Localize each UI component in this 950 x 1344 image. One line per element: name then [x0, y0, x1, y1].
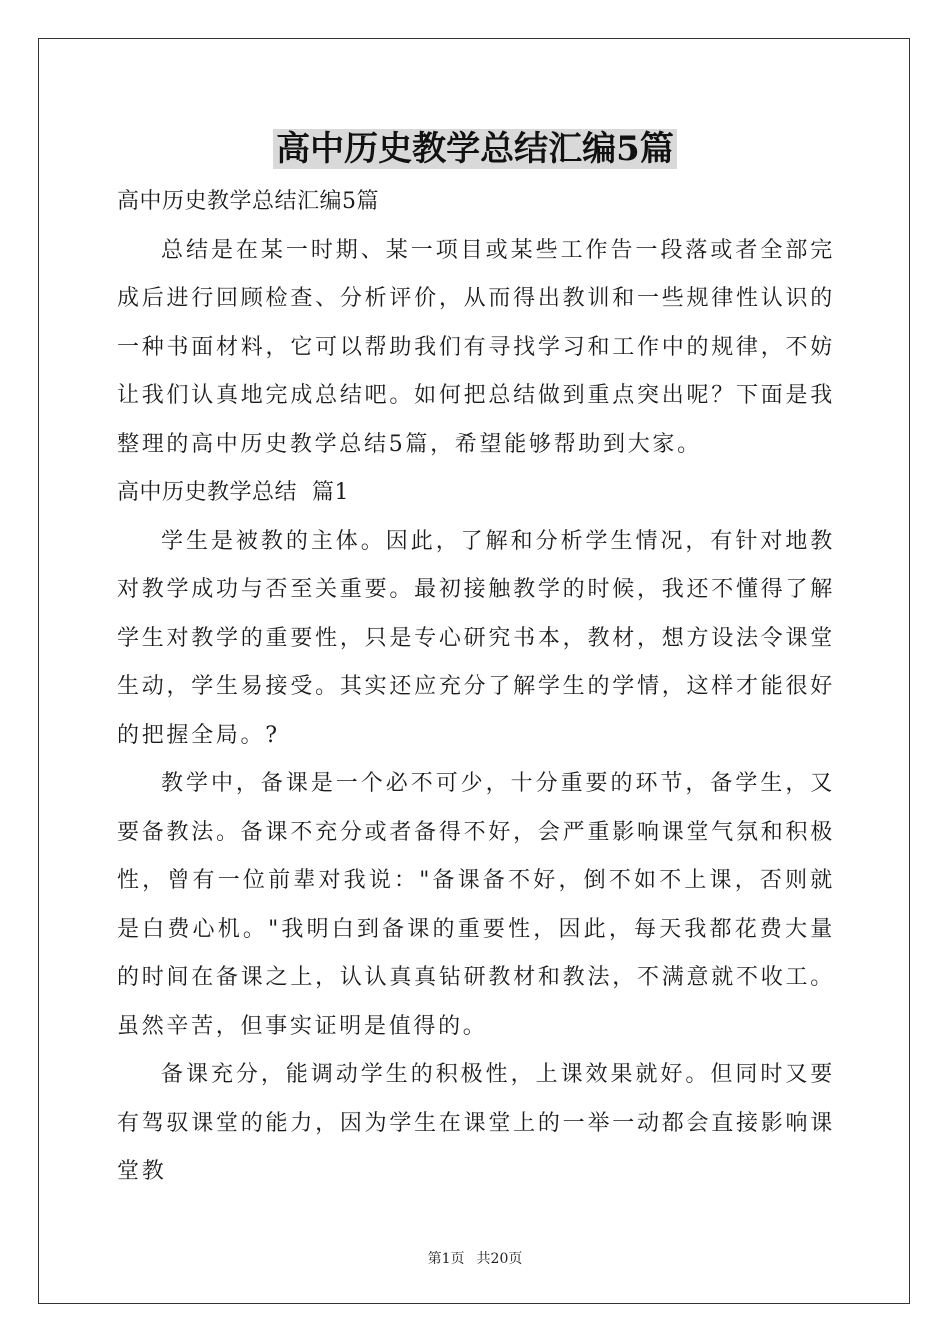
body-paragraph: 备课充分，能调动学生的积极性，上课效果就好。但同时又要有驾驭课堂的能力，因为学生在课堂上的一举一动都会直接影响课堂教	[117, 1062, 835, 1184]
document-body	[117, 178, 835, 1197]
page-footer	[0, 1248, 950, 1268]
document-title	[0, 124, 950, 174]
body-paragraph: 教学中，备课是一个必不可少，十分重要的环节，备学生，又要备教法。备课不充分或者备得不好，会严重影响课堂气氛和积极性，曾有一位前辈对我说："备课备不好，倒不如不上课，否则就是白费心机。"我明白到备课的重要性，因此，每天我都花费大量的时间在备课之上，认认真真钻研教材和教法，不满意就不收工。虽然辛苦，但事实证明是值得的。	[117, 771, 835, 1039]
document-subtitle: 高中历史教学总结汇编5篇	[117, 189, 379, 214]
page-number: 第1页	[427, 1251, 465, 1267]
document-title-text: 高中历史教学总结汇编5篇	[273, 129, 677, 169]
page-total: 共20页	[476, 1251, 523, 1267]
intro-paragraph: 总结是在某一时期、某一项目或某些工作告一段落或者全部完成后进行回顾检查、分析评价，从而得出教训和一些规律性认识的一种书面材料，它可以帮助我们有寻找学习和工作中的规律，不妨让我们认真地完成总结吧。如何把总结做到重点突出呢？下面是我整理的高中历史教学总结5篇，希望能够帮助到大家。	[117, 237, 835, 457]
body-paragraph: 学生是被教的主体。因此，了解和分析学生情况，有针对地教对教学成功与否至关重要。最初接触教学的时候，我还不懂得了解学生对教学的重要性，只是专心研究书本，教材，想方设法令课堂生动，学生易接受。其实还应充分了解学生的学情，这样才能很好的把握全局。?	[117, 528, 835, 748]
section-heading: 高中历史教学总结 篇1	[117, 480, 349, 505]
